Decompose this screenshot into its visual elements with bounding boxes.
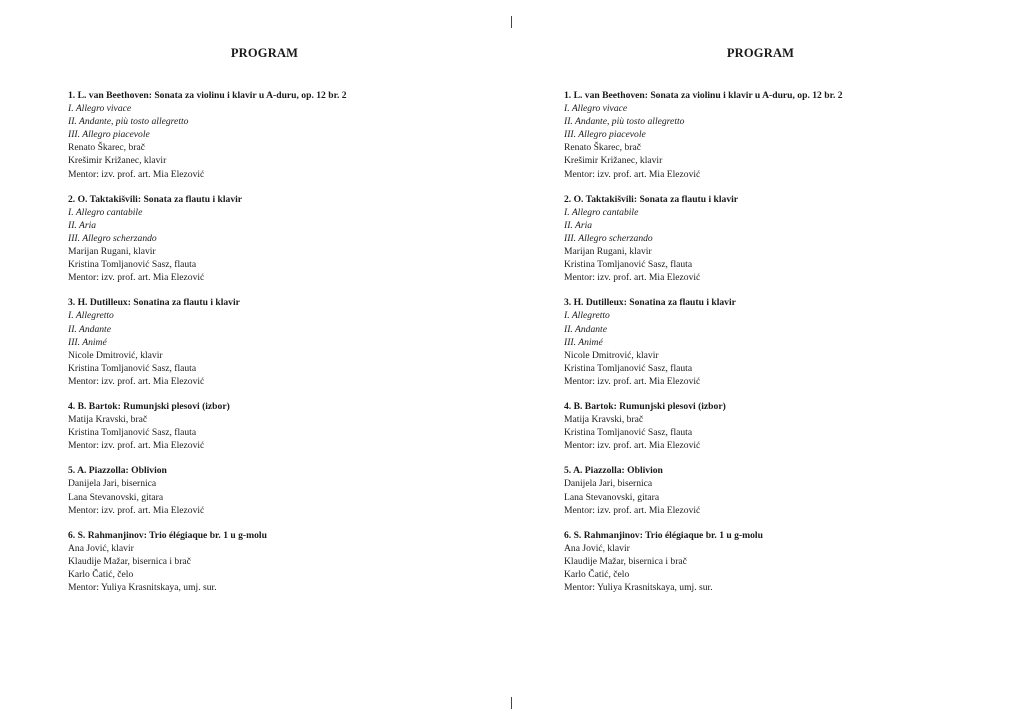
performer: Marijan Rugani, klavir — [68, 246, 156, 258]
movement: I. Allegro vivace — [68, 103, 132, 115]
performer: Mentor: izv. prof. art. Mia Elezović — [68, 168, 205, 180]
piece-title: 1. L. van Beethoven: Sonata za violinu i klavir u A-duru, op. 12 br. 2 — [68, 90, 347, 101]
piece-title: 2. O. Taktakišvili: Sonata za flautu i klavir — [564, 193, 739, 205]
performer: Kristina Tomljanović Sasz, flauta — [564, 362, 693, 374]
performer: Mentor: Yuliya Krasnitskaya, umj. sur. — [68, 582, 217, 594]
piece-title: 5. A. Piazzolla: Oblivion — [68, 465, 167, 477]
performer: Nicole Dmitrović, klavir — [68, 349, 163, 361]
performer: Mentor: izv. prof. art. Mia Elezović — [564, 272, 701, 284]
movement: II. Aria — [564, 219, 593, 231]
performer: Krešimir Križanec, klavir — [68, 155, 167, 167]
performer: Mentor: Yuliya Krasnitskaya, umj. sur. — [564, 582, 713, 594]
performer: Mentor: izv. prof. art. Mia Elezović — [564, 440, 701, 452]
program-list — [68, 89, 508, 606]
performer: Karlo Čatić, čelo — [68, 569, 134, 580]
program-item — [68, 464, 508, 516]
piece-title: 2. O. Taktakišvili: Sonata za flautu i klavir — [68, 193, 243, 205]
page-title: PROGRAM — [230, 46, 299, 60]
performer: Lana Stevanovski, gitara — [564, 491, 660, 503]
piece-title: 3. H. Dutilleux: Sonatina za flautu i klavir — [68, 297, 240, 309]
movement: II. Andante — [564, 323, 607, 335]
program-item — [564, 193, 1004, 285]
program-item — [68, 89, 508, 181]
program-item — [564, 296, 1004, 388]
performer: Karlo Čatić, čelo — [564, 569, 630, 580]
program-item — [68, 193, 508, 285]
movement: III. Allegro scherzando — [564, 232, 653, 244]
performer: Ana Jović, klavir — [564, 542, 630, 554]
movement: II. Andante, più tosto allegretto — [564, 116, 685, 128]
program-item — [68, 400, 508, 452]
program-item — [68, 296, 508, 388]
movement: I. Allegretto — [564, 310, 610, 322]
program-item — [564, 400, 1004, 452]
movement: III. Allegro piacevole — [564, 129, 646, 141]
performer: Danijela Jari, bisernica — [564, 478, 653, 490]
movement: I. Allegro vivace — [564, 103, 628, 115]
performer: Kristina Tomljanović Sasz, flauta — [68, 259, 197, 271]
program-item — [564, 89, 1004, 181]
piece-title: 6. S. Rahmanjinov: Trio élégiaque br. 1 u g-molu — [68, 529, 267, 541]
fold-mark-bottom — [511, 697, 512, 709]
program-item — [68, 529, 508, 594]
movement: III. Allegro piacevole — [68, 129, 150, 141]
performer: Danijela Jari, bisernica — [68, 478, 157, 490]
performer: Mentor: izv. prof. art. Mia Elezović — [564, 504, 701, 516]
performer: Matija Kravski, brač — [564, 414, 644, 426]
movement: II. Andante, più tosto allegretto — [68, 116, 189, 128]
performer: Kristina Tomljanović Sasz, flauta — [564, 427, 693, 439]
program-item — [564, 464, 1004, 516]
piece-title: 4. B. Bartok: Rumunjski plesovi (izbor) — [68, 400, 230, 412]
performer: Nicole Dmitrović, klavir — [564, 349, 659, 361]
performer: Mentor: izv. prof. art. Mia Elezović — [68, 440, 205, 452]
movement: III. Allegro scherzando — [68, 232, 157, 244]
performer: Klaudije Mažar, bisernica i brač — [68, 555, 191, 567]
movement: I. Allegretto — [68, 310, 114, 322]
performer: Mentor: izv. prof. art. Mia Elezović — [68, 272, 205, 284]
performer: Mentor: izv. prof. art. Mia Elezović — [564, 168, 701, 180]
performer: Marijan Rugani, klavir — [564, 246, 652, 258]
performer: Mentor: izv. prof. art. Mia Elezović — [68, 504, 205, 516]
piece-title: 4. B. Bartok: Rumunjski plesovi (izbor) — [564, 400, 726, 412]
program-list — [564, 89, 1004, 606]
performer: Kristina Tomljanović Sasz, flauta — [564, 259, 693, 271]
performer: Klaudije Mažar, bisernica i brač — [564, 555, 687, 567]
piece-title: 1. L. van Beethoven: Sonata za violinu i klavir u A-duru, op. 12 br. 2 — [564, 90, 843, 101]
performer: Renato Škarec, brač — [564, 142, 641, 154]
piece-title: 6. S. Rahmanjinov: Trio élégiaque br. 1 u g-molu — [564, 529, 763, 541]
performer: Mentor: izv. prof. art. Mia Elezović — [68, 375, 205, 387]
fold-mark-top — [511, 16, 512, 28]
performer: Renato Škarec, brač — [68, 142, 145, 154]
movement: III. Animé — [564, 336, 603, 348]
piece-title: 3. H. Dutilleux: Sonatina za flautu i klavir — [564, 297, 736, 309]
performer: Kristina Tomljanović Sasz, flauta — [68, 362, 197, 374]
movement: I. Allegro cantabile — [68, 206, 143, 218]
performer: Kristina Tomljanović Sasz, flauta — [68, 427, 197, 439]
piece-title: 5. A. Piazzolla: Oblivion — [564, 465, 663, 477]
movement: III. Animé — [68, 336, 107, 348]
movement: I. Allegro cantabile — [564, 206, 639, 218]
performer: Mentor: izv. prof. art. Mia Elezović — [564, 375, 701, 387]
movement: II. Aria — [68, 219, 97, 231]
performer: Lana Stevanovski, gitara — [68, 491, 164, 503]
performer: Krešimir Križanec, klavir — [564, 155, 663, 167]
performer: Matija Kravski, brač — [68, 414, 148, 426]
performer: Ana Jović, klavir — [68, 542, 134, 554]
page-title: PROGRAM — [726, 46, 795, 60]
movement: II. Andante — [68, 323, 111, 335]
program-item — [564, 529, 1004, 594]
